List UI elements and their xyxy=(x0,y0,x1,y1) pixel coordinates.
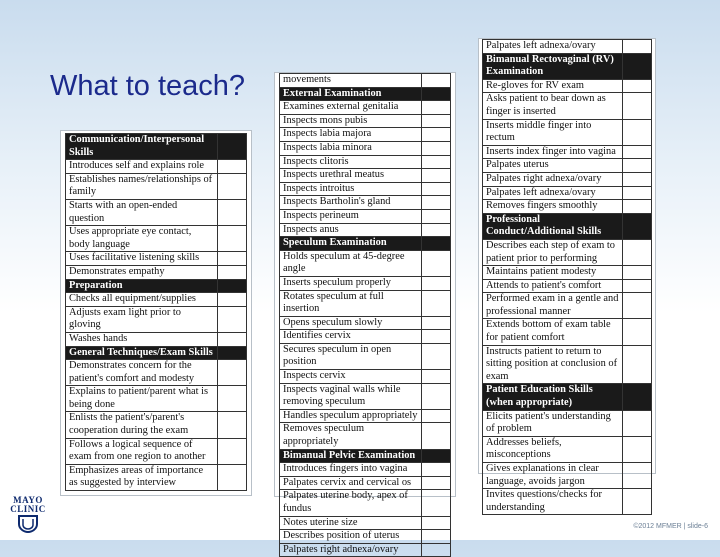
checklist-section-header xyxy=(280,449,451,463)
checklist-row xyxy=(280,114,451,128)
checklist-row xyxy=(280,209,451,223)
checklist-row xyxy=(66,252,247,266)
checklist-row xyxy=(483,200,652,214)
checklist-checkbox xyxy=(623,172,652,186)
checklist-checkbox xyxy=(218,199,247,225)
checklist-checkbox xyxy=(422,316,451,330)
checklist-checkbox xyxy=(422,543,451,557)
checklist-row xyxy=(280,128,451,142)
checklist-checkbox xyxy=(218,306,247,332)
checklist-checkbox xyxy=(422,237,451,251)
checklist-checkbox xyxy=(218,226,247,252)
checklist-row xyxy=(66,265,247,279)
checklist-item-text: Palpates right adnexa/ovary xyxy=(280,543,422,557)
checklist-row xyxy=(280,276,451,290)
checklist-row xyxy=(280,463,451,477)
checklist-checkbox xyxy=(218,160,247,174)
section-title: Preparation xyxy=(66,279,218,293)
checklist-item-text: Attends to patient's comfort xyxy=(483,279,623,293)
checklist-checkbox xyxy=(623,436,652,462)
checklist-panel-left xyxy=(60,130,252,496)
checklist-row xyxy=(280,383,451,409)
checklist-checkbox xyxy=(218,464,247,490)
section-title: Patient Education Skills (when appropriate) xyxy=(483,384,623,410)
checklist-checkbox xyxy=(422,101,451,115)
checklist-checkbox xyxy=(218,360,247,386)
checklist-checkbox xyxy=(623,93,652,119)
checklist-item-text: Inspects urethral meatus xyxy=(280,169,422,183)
logo-line-1: MAYO xyxy=(13,495,43,505)
checklist-checkbox xyxy=(218,412,247,438)
checklist-checkbox xyxy=(623,145,652,159)
checklist-checkbox xyxy=(623,239,652,265)
checklist-row xyxy=(483,489,652,515)
checklist-checkbox xyxy=(218,265,247,279)
checklist-item-text: Describes each step of exam to patient prior to performing xyxy=(483,239,623,265)
checklist-row xyxy=(483,293,652,319)
checklist-item-text: Enlists the patient's/parent's cooperation during the exam xyxy=(66,412,218,438)
checklist-checkbox xyxy=(218,279,247,293)
checklist-section-header xyxy=(483,213,652,239)
checklist-row xyxy=(483,239,652,265)
checklist-row xyxy=(66,160,247,174)
checklist-table-right xyxy=(482,39,652,515)
checklist-item-text: Inserts middle finger into rectum xyxy=(483,119,623,145)
checklist-item-text: Maintains patient modesty xyxy=(483,266,623,280)
checklist-item-text: Invites questions/checks for understanding xyxy=(483,489,623,515)
checklist-item-text: Inserts index finger into vagina xyxy=(483,145,623,159)
checklist-item-text: Performed exam in a gentle and professional manner xyxy=(483,293,623,319)
checklist-item-text: Asks patient to bear down as finger is inserted xyxy=(483,93,623,119)
checklist-item-text: Inspects labia majora xyxy=(280,128,422,142)
checklist-item-text: Palpates left adnexa/ovary xyxy=(483,186,623,200)
checklist-row xyxy=(280,516,451,530)
checklist-item-text: Inspects anus xyxy=(280,223,422,237)
checklist-item-text: Secures speculum in open position xyxy=(280,343,422,369)
checklist-checkbox xyxy=(422,74,451,88)
checklist-row xyxy=(66,306,247,332)
checklist-row xyxy=(66,464,247,490)
checklist-panel-middle xyxy=(274,72,456,555)
checklist-item-text: Inspects Bartholin's gland xyxy=(280,196,422,210)
checklist-checkbox xyxy=(422,209,451,223)
checklist-row xyxy=(483,410,652,436)
checklist-row xyxy=(483,93,652,119)
checklist-item-text: movements xyxy=(280,74,422,88)
section-title: Bimanual Pelvic Examination xyxy=(280,449,422,463)
checklist-checkbox xyxy=(422,290,451,316)
checklist-checkbox xyxy=(623,319,652,345)
checklist-row xyxy=(280,223,451,237)
checklist-checkbox xyxy=(422,463,451,477)
checklist-section-header xyxy=(66,346,247,360)
checklist-item-text: Gives explanations in clear language, avoids jargon xyxy=(483,463,623,489)
checklist-checkbox xyxy=(623,489,652,515)
section-title: Communication/Interpersonal Skills xyxy=(66,134,218,160)
slide-title: What to teach? xyxy=(50,70,246,102)
mayo-clinic-logo xyxy=(10,496,46,533)
checklist-section-header xyxy=(66,279,247,293)
checklist-checkbox xyxy=(623,119,652,145)
checklist-item-text: Removes speculum appropriately xyxy=(280,423,422,449)
checklist-checkbox xyxy=(422,196,451,210)
checklist-section-header xyxy=(483,384,652,410)
checklist-checkbox xyxy=(422,516,451,530)
checklist-row xyxy=(483,279,652,293)
checklist-item-text: Uses facilitative listening skills xyxy=(66,252,218,266)
checklist-row xyxy=(66,199,247,225)
checklist-item-text: Emphasizes areas of importance as suggested by interview xyxy=(66,464,218,490)
checklist-row xyxy=(483,145,652,159)
checklist-row xyxy=(66,293,247,307)
checklist-item-text: Inspects labia minora xyxy=(280,141,422,155)
checklist-item-text: Palpates right adnexa/ovary xyxy=(483,172,623,186)
checklist-item-text: Inspects perineum xyxy=(280,209,422,223)
checklist-checkbox xyxy=(623,384,652,410)
checklist-item-text: Palpates left adnexa/ovary xyxy=(483,40,623,54)
checklist-table-left xyxy=(65,133,247,491)
checklist-row xyxy=(280,141,451,155)
checklist-item-text: Starts with an open-ended question xyxy=(66,199,218,225)
checklist-section-header xyxy=(280,87,451,101)
checklist-item-text: Rotates speculum at full insertion xyxy=(280,290,422,316)
checklist-item-text: Handles speculum appropriately xyxy=(280,409,422,423)
checklist-item-text: Re-gloves for RV exam xyxy=(483,79,623,93)
checklist-panel-right xyxy=(478,38,656,513)
checklist-row xyxy=(280,182,451,196)
checklist-section-header xyxy=(280,237,451,251)
checklist-row xyxy=(483,79,652,93)
checklist-section-header xyxy=(66,134,247,160)
checklist-item-text: Introduces fingers into vagina xyxy=(280,463,422,477)
checklist-row xyxy=(483,266,652,280)
checklist-checkbox xyxy=(623,213,652,239)
checklist-checkbox xyxy=(218,173,247,199)
checklist-checkbox xyxy=(422,87,451,101)
checklist-checkbox xyxy=(422,114,451,128)
checklist-item-text: Inspects vaginal walls while removing speculum xyxy=(280,383,422,409)
checklist-row xyxy=(280,250,451,276)
checklist-item-text: Palpates uterine body, apex of fundus xyxy=(280,490,422,516)
checklist-item-text: Inspects mons pubis xyxy=(280,114,422,128)
checklist-checkbox xyxy=(623,410,652,436)
checklist-item-text: Uses appropriate eye contact, body language xyxy=(66,226,218,252)
checklist-item-text: Holds speculum at 45-degree angle xyxy=(280,250,422,276)
checklist-checkbox xyxy=(422,276,451,290)
checklist-checkbox xyxy=(422,250,451,276)
checklist-checkbox xyxy=(422,449,451,463)
checklist-checkbox xyxy=(218,332,247,346)
checklist-row xyxy=(280,155,451,169)
checklist-row xyxy=(280,476,451,490)
checklist-checkbox xyxy=(422,409,451,423)
checklist-row xyxy=(483,172,652,186)
checklist-checkbox xyxy=(422,330,451,344)
checklist-checkbox xyxy=(623,79,652,93)
checklist-row xyxy=(66,412,247,438)
checklist-item-text: Explains to patient/parent what is being done xyxy=(66,386,218,412)
checklist-checkbox xyxy=(422,383,451,409)
slide-footer: ©2012 MFMER | slide-6 xyxy=(633,523,708,530)
mayo-shield-icon xyxy=(18,515,38,533)
checklist-row xyxy=(280,543,451,557)
checklist-row xyxy=(66,332,247,346)
checklist-row xyxy=(66,226,247,252)
checklist-item-text: Identifies cervix xyxy=(280,330,422,344)
checklist-item-text: Inspects clitoris xyxy=(280,155,422,169)
checklist-item-text: Palpates cervix and cervical os xyxy=(280,476,422,490)
checklist-item-text: Follows a logical sequence of exam from one region to another xyxy=(66,438,218,464)
checklist-row xyxy=(280,370,451,384)
checklist-checkbox xyxy=(218,438,247,464)
checklist-row xyxy=(280,169,451,183)
checklist-checkbox xyxy=(623,200,652,214)
checklist-row xyxy=(280,316,451,330)
checklist-row xyxy=(280,530,451,544)
checklist-item-text: Opens speculum slowly xyxy=(280,316,422,330)
checklist-checkbox xyxy=(422,169,451,183)
checklist-item-text: Demonstrates concern for the patient's comfort and modesty xyxy=(66,360,218,386)
checklist-item-text: Notes uterine size xyxy=(280,516,422,530)
checklist-row xyxy=(280,343,451,369)
logo-line-2: CLINIC xyxy=(10,504,46,514)
checklist-item-text: Establishes names/relationships of family xyxy=(66,173,218,199)
checklist-item-text: Removes fingers smoothly xyxy=(483,200,623,214)
checklist-checkbox xyxy=(218,134,247,160)
checklist-checkbox xyxy=(422,155,451,169)
checklist-checkbox xyxy=(623,53,652,79)
checklist-checkbox xyxy=(218,346,247,360)
checklist-row xyxy=(483,463,652,489)
checklist-row xyxy=(483,119,652,145)
checklist-checkbox xyxy=(422,223,451,237)
checklist-row xyxy=(280,74,451,88)
checklist-checkbox xyxy=(623,186,652,200)
checklist-row xyxy=(483,186,652,200)
checklist-checkbox xyxy=(422,370,451,384)
checklist-checkbox xyxy=(623,279,652,293)
section-title: Bimanual Rectovaginal (RV) Examination xyxy=(483,53,623,79)
checklist-table-middle xyxy=(279,73,451,557)
checklist-item-text: Instructs patient to return to sitting position at conclusion of exam xyxy=(483,345,623,384)
checklist-row xyxy=(483,319,652,345)
checklist-item-text: Examines external genitalia xyxy=(280,101,422,115)
checklist-checkbox xyxy=(422,128,451,142)
checklist-section-header xyxy=(483,53,652,79)
section-title: External Examination xyxy=(280,87,422,101)
checklist-checkbox xyxy=(623,293,652,319)
checklist-row xyxy=(483,436,652,462)
checklist-row xyxy=(280,101,451,115)
checklist-item-text: Demonstrates empathy xyxy=(66,265,218,279)
checklist-checkbox xyxy=(422,182,451,196)
checklist-row xyxy=(66,173,247,199)
checklist-checkbox xyxy=(422,476,451,490)
section-title: Speculum Examination xyxy=(280,237,422,251)
checklist-row xyxy=(280,423,451,449)
checklist-item-text: Elicits patient's understanding of problem xyxy=(483,410,623,436)
checklist-checkbox xyxy=(422,490,451,516)
checklist-item-text: Introduces self and explains role xyxy=(66,160,218,174)
checklist-item-text: Washes hands xyxy=(66,332,218,346)
checklist-item-text: Palpates uterus xyxy=(483,159,623,173)
checklist-row xyxy=(483,345,652,384)
checklist-row xyxy=(280,490,451,516)
checklist-item-text: Checks all equipment/supplies xyxy=(66,293,218,307)
checklist-row xyxy=(66,360,247,386)
checklist-checkbox xyxy=(218,386,247,412)
checklist-row xyxy=(483,159,652,173)
checklist-row xyxy=(280,196,451,210)
checklist-checkbox xyxy=(623,345,652,384)
checklist-item-text: Describes position of uterus xyxy=(280,530,422,544)
checklist-checkbox xyxy=(218,293,247,307)
checklist-row xyxy=(280,290,451,316)
checklist-checkbox xyxy=(623,159,652,173)
checklist-row xyxy=(66,386,247,412)
checklist-row xyxy=(66,438,247,464)
checklist-checkbox xyxy=(422,141,451,155)
section-title: General Techniques/Exam Skills xyxy=(66,346,218,360)
checklist-row xyxy=(483,40,652,54)
checklist-checkbox xyxy=(218,252,247,266)
checklist-row xyxy=(280,409,451,423)
checklist-checkbox xyxy=(623,266,652,280)
checklist-item-text: Inspects introitus xyxy=(280,182,422,196)
checklist-item-text: Inspects cervix xyxy=(280,370,422,384)
checklist-row xyxy=(280,330,451,344)
checklist-checkbox xyxy=(623,463,652,489)
section-title: Professional Conduct/Additional Skills xyxy=(483,213,623,239)
checklist-checkbox xyxy=(623,40,652,54)
checklist-checkbox xyxy=(422,343,451,369)
checklist-item-text: Adjusts exam light prior to gloving xyxy=(66,306,218,332)
checklist-checkbox xyxy=(422,423,451,449)
checklist-checkbox xyxy=(422,530,451,544)
checklist-item-text: Extends bottom of exam table for patient comfort xyxy=(483,319,623,345)
checklist-item-text: Inserts speculum properly xyxy=(280,276,422,290)
checklist-item-text: Addresses beliefs, misconceptions xyxy=(483,436,623,462)
